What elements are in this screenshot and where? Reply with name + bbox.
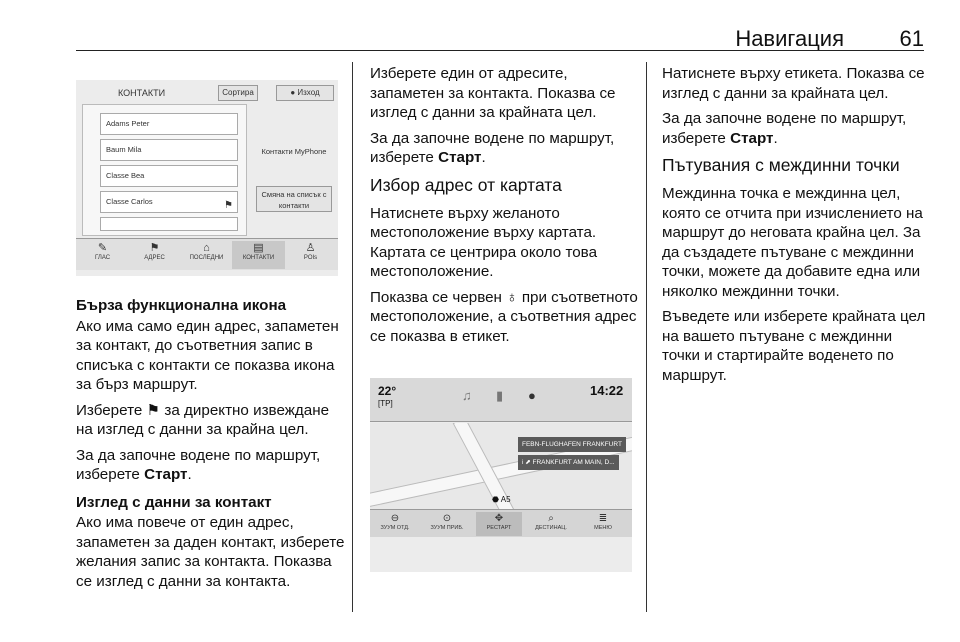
contacts-icon: ▤ [253,242,264,254]
tab-label: КОНТАКТИ [242,255,275,261]
zoom-out-button [372,512,418,536]
road-sign-icon: ⬣ [492,495,499,504]
start-keyword: Старт [438,149,482,166]
contacts-screen-title: КОНТАКТИ [118,88,166,98]
col1-paragraph: Изберете ⚑ за директно извеждане на изглед с данни за крайна цел. [76,401,330,438]
contacts-screenshot [76,80,338,276]
search-icon: ⌕ [548,513,554,524]
location-label-text: FRANKFURT AM MAIN, D... [532,459,615,466]
col3-paragraph: Въведете или изберете крайната цел на вашето пътуване с междинни точки и стартирайте воденето по маршрут. [662,308,926,384]
map-button-label: РЕСТАРТ [486,525,512,531]
menu-icon: ≣ [598,513,608,524]
music-icon: ♫ [462,388,472,403]
map-button-label: МЕНЮ [594,525,612,531]
clock: 14:22 [590,383,624,398]
tab-voice [76,241,129,269]
contact-row [100,217,238,231]
poi-icon: ♙ [305,242,316,254]
column-separator-1 [352,62,353,612]
col2-paragraph: Показва се червен ♁ при съответното местоположение, а съответния адрес се показва в етикет. [370,288,638,345]
flag-icon: ⚑ [149,242,160,254]
contacts-list [82,104,247,236]
recent-icon: ⌂ [203,242,210,254]
col1-paragraph: Ако има повече от един адрес, запаметен за даден контакт, изберете желания запис за контакта. Показва се изглед с данни за контакта. [76,514,345,590]
destination-button [528,512,574,536]
nav-icon: ● [528,388,536,403]
menu-button [580,512,626,536]
col3-paragraph: За да започне водене по маршрут, изберете Старт. [662,110,907,147]
zoom-in-button [424,512,470,536]
exit-label: Изход [297,88,320,97]
col2-paragraph: За да започне водене по маршрут, изберете Старт. [370,129,615,166]
select-from-map-heading: Избор адрес от картата [370,174,562,195]
contact-row [100,165,238,187]
road-label-text: A5 [500,495,511,504]
quick-icon-heading: Бърза функционална икона [76,297,287,314]
map-button-label: ЗУУМ ОТД. [380,525,410,531]
zoom-in-icon: ⊙ [442,513,452,524]
chapter-title: Навигация [735,26,844,51]
map-button-label: ЗУУМ ПРИБ. [430,525,464,531]
myphone-contacts-button: Контакти MyPhone [261,147,327,156]
map-button-bar [370,509,632,537]
map-view [370,423,632,509]
column-separator-2 [646,62,647,612]
tab-label: ГЛАС [94,255,111,261]
contact-details-heading: Изглед с данни за контакт [76,493,272,511]
header-rule [76,50,924,51]
map-screenshot [370,378,632,572]
restart-button [476,512,522,536]
map-location-label [518,455,619,470]
page-number: 61 [899,26,924,51]
contact-name: Baum Mila [106,145,142,154]
voice-icon: ✎ [97,242,108,254]
col2-paragraph: Натиснете върху желаното местоположение върху картата. Картата се центрира около това местоположение. [370,204,598,280]
restart-icon: ✥ [494,513,504,524]
contact-name: Classe Bea [106,171,145,180]
contacts-tab-bar [76,238,338,270]
tab-address [128,241,181,269]
contact-name: Classe Carlos [106,197,153,206]
flag-icon: ⚑ [146,401,161,419]
contact-row [100,113,238,135]
column-2 [370,64,638,352]
start-keyword: Старт [144,466,188,483]
zoom-out-icon: ⊖ [390,513,400,524]
col2-paragraph: Изберете един от адресите, запаметен за контакта. Показва се изглед с данни за крайната цел. [370,65,616,121]
location-marker-icon: ♁ [506,288,518,306]
map-button-label: ДЕСТИНАЦ. [535,525,567,531]
col3-paragraph: Междинна точка е междинна цел, която се отчита при изчислението на маршрут до неговата крайна цел. За да създадете пътуване с междинни точки, можете да добавите една или няколко междинни точки. [662,185,923,300]
start-keyword: Старт [730,129,774,147]
tab-contacts [232,241,285,269]
col1-paragraph: За да започне водене по маршрут, изберете Старт. [76,446,321,483]
contact-name: Adams Peter [106,119,150,128]
sort-button: Сортира [218,85,258,101]
change-contact-list-button: Смяна на списък с контакти [256,186,332,212]
contact-row [100,139,238,161]
marker-icon: i ⬈ [522,459,533,466]
tab-label: POIs [303,255,318,261]
map-location-label: FEBN-FLUGHAFEN FRANKFURT [518,437,626,452]
map-status-bar [370,378,632,422]
tab-label: ПОСЛЕДНИ [189,255,224,261]
col3-paragraph: Натиснете върху етикета. Показва се изглед с данни за крайната цел. [662,65,925,102]
traffic-program: [TP] [378,399,393,408]
phone-icon: ▮ [496,388,504,403]
road-label [492,495,511,504]
exit-icon: ● [290,88,296,97]
flag-icon: ⚑ [224,200,233,211]
exit-button [276,85,334,101]
tab-label: АДРЕС [144,255,165,261]
waypoints-heading: Пътувания с междинни точки [662,155,900,175]
temperature: 22° [378,384,397,398]
column-1 [76,296,348,597]
tab-pois [284,241,337,269]
contact-row [100,191,238,213]
tab-recent [180,241,233,269]
column-3 [662,64,926,391]
col1-paragraph: Ако има само един адрес, запаметен за контакт, до съответния запис в списъка с контакти се показва икона за бърз маршрут. [76,317,339,393]
